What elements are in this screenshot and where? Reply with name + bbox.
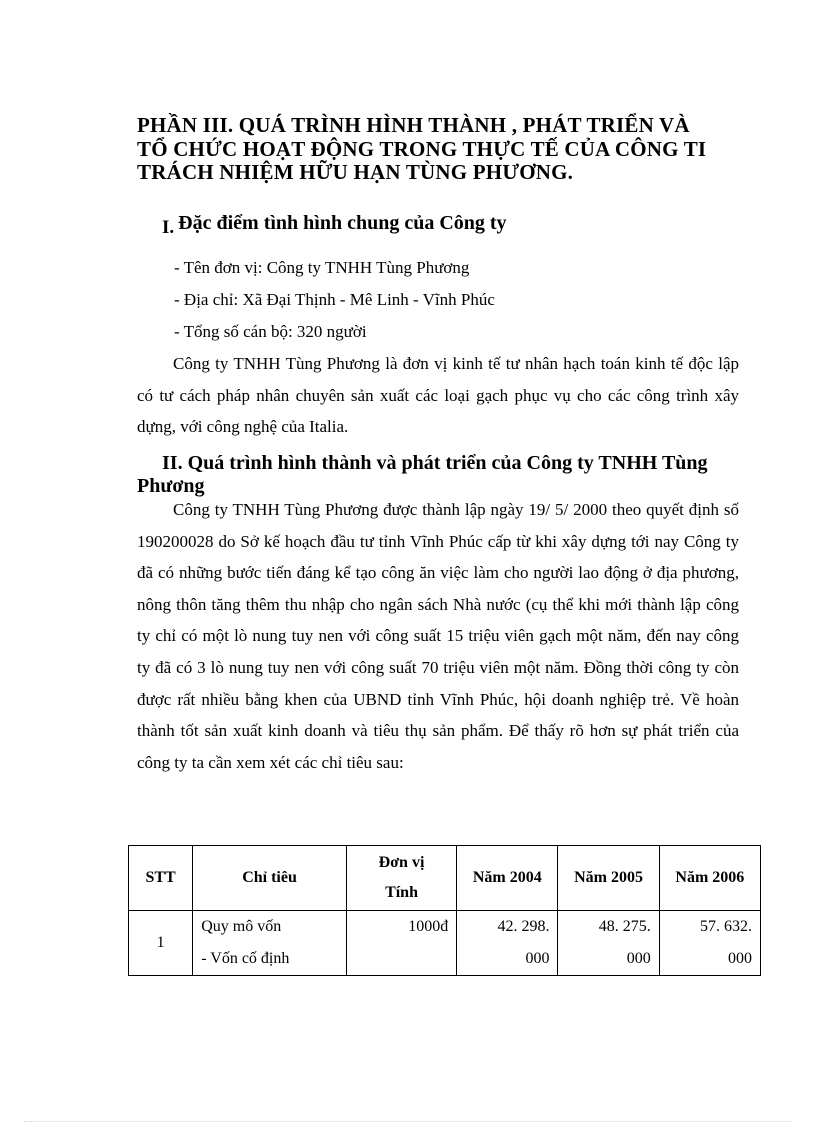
cell-value-line: 57. 632.: [700, 918, 752, 935]
cell-don-vi: 1000đ: [346, 911, 456, 976]
header-don-vi-line: Đơn vị: [378, 854, 425, 871]
chapter-title-line: TỔ CHỨC HOẠT ĐỘNG TRONG THỰC TẾ CỦA CÔNG TI: [137, 136, 707, 161]
header-year-2006: Năm 2006: [659, 846, 760, 911]
section-2-paragraph-text: Công ty TNHH Tùng Phương được thành lập ngày 19/ 5/ 2000 theo quyết định số 190200028 do Sở kế hoạch đầu tư tỉnh Vĩnh Phúc cấp từ khi xây dựng tới nay Công ty đã có những bước tiến đáng kể tạo công ăn việc làm cho người lao động ở địa phương, nông thôn tăng thêm thu nhập cho ngân sách Nhà nước (cụ thể khi mới thành lập công ty chỉ có một lò nung tuy nen với công suất 15 triệu viên gạch một năm, đến nay công ty đã có 3 lò nung tuy nen với công suất 70 triệu viên một năm. Đồng thời công ty còn được rất nhiều bằng khen của UBND tỉnh Vĩnh Phúc, hội doanh nghiệp trẻ. Về hoàn thành tốt sản xuất kinh doanh và tiêu thụ sản phẩm. Để thấy rõ hơn sự phát triển của công ty ta cần xem xét các chỉ tiêu sau:: [137, 500, 739, 772]
cell-chi-tieu: [193, 911, 347, 976]
section-2-heading: II. Quá trình hình thành và phát triển của Công ty TNHH Tùng Phương: [137, 452, 708, 497]
section-1-heading: [162, 212, 507, 238]
cell-year-2004: [457, 911, 558, 976]
section-1-paragraph: [137, 348, 739, 443]
cell-value-line: 42. 298.: [497, 918, 550, 935]
cell-chi-tieu-line: Quy mô vốn: [201, 918, 282, 935]
cell-year-2005: [558, 911, 659, 976]
table-row: [129, 911, 761, 976]
chapter-title-line: PHẦN III. QUÁ TRÌNH HÌNH THÀNH , PHÁT TRIỂN VÀ: [137, 113, 690, 137]
cell-value-line: 000: [626, 950, 651, 967]
indicators-table: [128, 845, 761, 976]
section-2-paragraph: [137, 494, 739, 778]
header-year-2004: Năm 2004: [457, 846, 558, 911]
chapter-title: [137, 114, 757, 185]
header-don-vi: [346, 846, 456, 911]
info-item-staff-count: - Tổng số cán bộ: 320 người: [174, 322, 367, 341]
header-stt: STT: [129, 846, 193, 911]
header-year-2005: Năm 2005: [558, 846, 659, 911]
section-1-number: I.: [162, 217, 175, 238]
page-bottom-divider: [24, 1121, 792, 1122]
section-1-paragraph-text: Công ty TNHH Tùng Phương là đơn vị kinh tế tư nhân hạch toán kinh tế độc lập có tư cách pháp nhân chuyên sản xuất các loại gạch phục vụ cho các công trình xây dựng, với công nghệ của Italia.: [137, 354, 739, 437]
info-item-company-name: - Tên đơn vị: Công ty TNHH Tùng Phương: [174, 258, 470, 277]
cell-stt: 1: [129, 911, 193, 976]
header-chi-tieu: Chỉ tiêu: [193, 846, 347, 911]
cell-year-2006: [659, 911, 760, 976]
cell-value-line: 000: [728, 950, 752, 967]
header-don-vi-line: Tính: [385, 884, 418, 901]
cell-value-line: 000: [525, 950, 550, 967]
info-item-address: - Địa chỉ: Xã Đại Thịnh - Mê Linh - Vĩnh Phúc: [174, 290, 495, 309]
table-header-row: [129, 846, 761, 911]
cell-value-line: 48. 275.: [598, 918, 651, 935]
section-1-heading-text: Đặc điểm tình hình chung của Công ty: [178, 212, 507, 234]
chapter-title-line: TRÁCH NHIỆM HỮU HẠN TÙNG PHƯƠNG.: [137, 160, 574, 184]
cell-chi-tieu-line: - Vốn cố định: [201, 950, 290, 967]
